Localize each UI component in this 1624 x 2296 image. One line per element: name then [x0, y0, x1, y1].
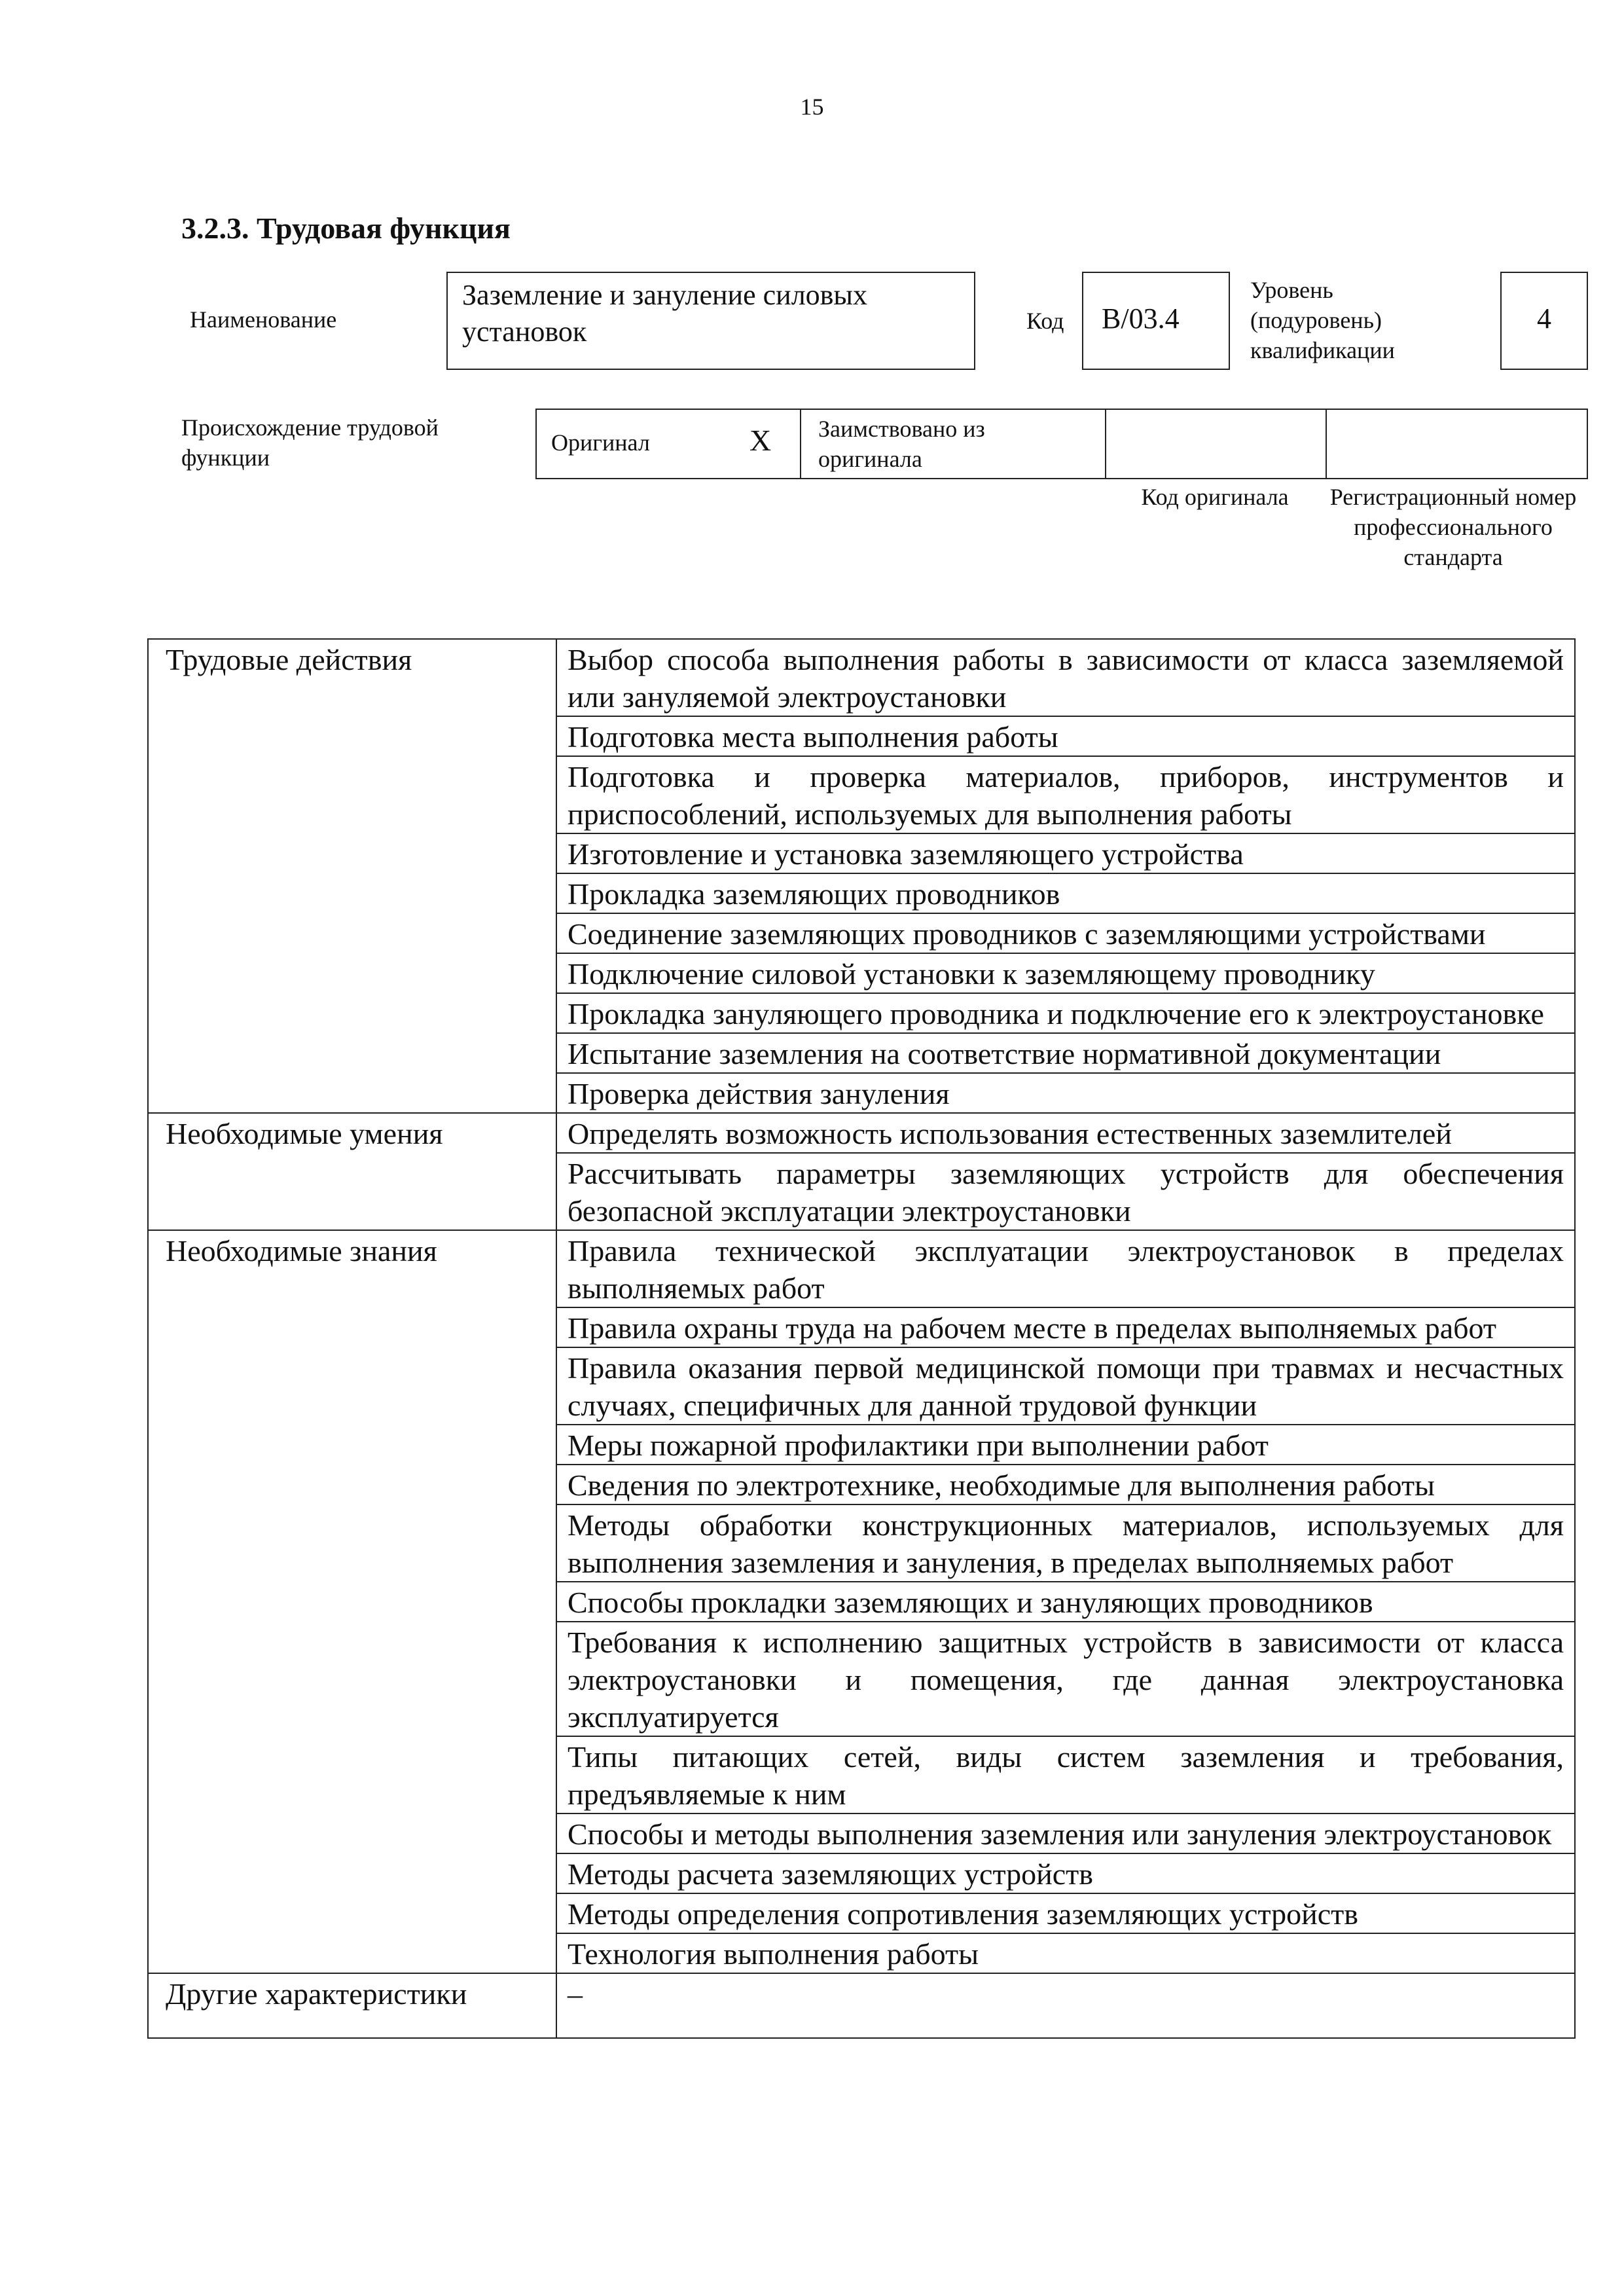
- level-value: 4: [1500, 272, 1588, 370]
- section-item: Требования к исполнению защитных устройств в зависимости от класса электроустановки и помещения, где данная электроустановка эксплуатируется: [556, 1622, 1575, 1736]
- section-item: Прокладка зануляющего проводника и подключение его к электроустановке: [556, 993, 1575, 1033]
- section-item: Способы и методы выполнения заземления или зануления электроустановок: [556, 1813, 1575, 1853]
- origin-divider: [1105, 410, 1106, 478]
- section-item: Методы обработки конструкционных материалов, используемых для выполнения заземления и зануления, в пределах выполняемых работ: [556, 1504, 1575, 1582]
- table-row: [148, 639, 1575, 716]
- section-item: Подготовка места выполнения работы: [556, 716, 1575, 756]
- competency-table: [147, 638, 1576, 2039]
- section-item: Рассчитывать параметры заземляющих устройств для обеспечения безопасной эксплуатации электроустановки: [556, 1153, 1575, 1230]
- page-number: 15: [800, 94, 824, 120]
- section-item: Подключение силовой установки к заземляющему проводнику: [556, 953, 1575, 993]
- section-item: Правила охраны труда на рабочем месте в пределах выполняемых работ: [556, 1307, 1575, 1347]
- section-item: Определять возможность использования естественных заземлителей: [556, 1113, 1575, 1153]
- origin-box: [535, 409, 1588, 479]
- original-label: Оригинал: [551, 429, 650, 456]
- reg-number-label: Регистрационный номер профессионального стандарта: [1329, 484, 1577, 570]
- section-item: Изготовление и установка заземляющего устройства: [556, 833, 1575, 873]
- borrowed-label: Заимствовано из оригинала: [818, 416, 985, 472]
- section-item: Испытание заземления на соответствие нормативной документации: [556, 1033, 1575, 1073]
- original-mark: X: [749, 424, 772, 457]
- section-item: Методы расчета заземляющих устройств: [556, 1853, 1575, 1893]
- origin-divider: [1326, 410, 1327, 478]
- section-item: Выбор способа выполнения работы в зависимости от класса заземляемой или зануляемой электроустановки: [556, 639, 1575, 716]
- section-label: Необходимые знания: [148, 1230, 556, 1973]
- section-item: Сведения по электротехнике, необходимые для выполнения работы: [556, 1465, 1575, 1504]
- code-original-label: Код оригинала: [1141, 484, 1289, 510]
- code-value: B/03.4: [1082, 272, 1230, 370]
- section-item: Способы прокладки заземляющих и зануляющих проводников: [556, 1582, 1575, 1622]
- origin-label: Происхождение трудовой функции: [181, 414, 439, 471]
- section-title: 3.2.3. Трудовая функция: [181, 211, 511, 245]
- section-label: Трудовые действия: [148, 639, 556, 1113]
- section-item: –: [556, 1973, 1575, 2038]
- code-label: Код: [1026, 308, 1064, 334]
- section-item: Правила оказания первой медицинской помощи при травмах и несчастных случаях, специфичных для данной трудовой функции: [556, 1347, 1575, 1425]
- table-row: [148, 1973, 1575, 2038]
- section-item: Типы питающих сетей, виды систем заземления и требования, предъявляемые к ним: [556, 1736, 1575, 1813]
- origin-divider: [800, 410, 801, 478]
- section-item: Методы определения сопротивления заземляющих устройств: [556, 1893, 1575, 1933]
- section-item: Прокладка заземляющих проводников: [556, 873, 1575, 913]
- table-row: [148, 1113, 1575, 1153]
- level-label: Уровень (подуровень) квалификации: [1250, 277, 1395, 363]
- section-item: Технология выполнения работы: [556, 1933, 1575, 1973]
- section-item: Меры пожарной профилактики при выполнении работ: [556, 1425, 1575, 1465]
- section-label: Необходимые умения: [148, 1113, 556, 1230]
- section-item: Проверка действия зануления: [556, 1073, 1575, 1113]
- section-label: Другие характеристики: [148, 1973, 556, 2038]
- section-item: Подготовка и проверка материалов, приборов, инструментов и приспособлений, используемых для выполнения работы: [556, 756, 1575, 833]
- table-row: [148, 1230, 1575, 1307]
- section-item: Соединение заземляющих проводников с заземляющими устройствами: [556, 913, 1575, 953]
- section-item: Правила технической эксплуатации электроустановок в пределах выполняемых работ: [556, 1230, 1575, 1307]
- name-value: Заземление и зануление силовых установок: [446, 272, 975, 370]
- name-label: Наименование: [190, 306, 337, 333]
